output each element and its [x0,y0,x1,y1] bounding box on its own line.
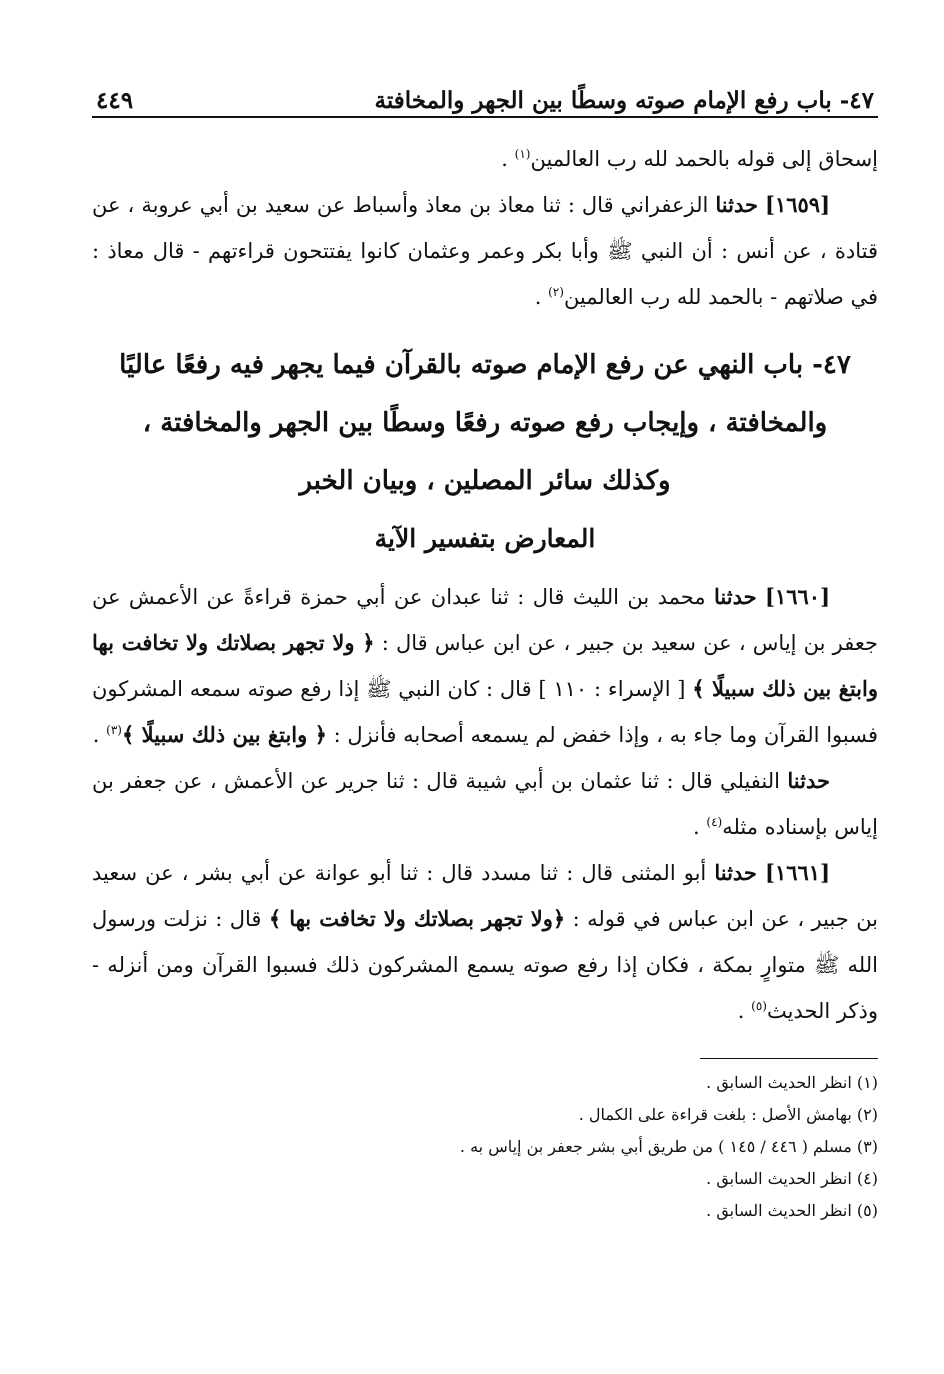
footnote: (٣) مسلم ( ٤٤٦ / ١٤٥ ) من طريق أبي بشر جعفر بن إياس به . [459,1137,878,1156]
footnote-ref: (٣) [106,723,122,737]
footnote-ref: (٥) [751,999,767,1013]
hadith-1661 [92,850,878,1034]
hadith-text: أبو المثنى قال : ثنا مسدد قال : ثنا أبو عوانة عن أبي بشر ، عن سعيد بن جبير ، عن ابن عباس في قوله : [92,861,879,931]
chapter-heading [92,336,878,568]
chapter-heading-line: والمخافتة ، وإيجاب رفع صوته رفعًا وسطًا بين الجهر والمخافتة ، [142,408,828,438]
footnote: (٤) انظر الحديث السابق . [706,1169,878,1188]
footnote: (٢) بهامش الأصل : بلغت قراءة على الكمال . [578,1105,878,1124]
footnote-ref: (٤) [706,815,723,829]
punct: . [693,815,707,839]
footnote: (١) انظر الحديث السابق . [706,1073,878,1092]
hadith-opener: حدثنا [714,860,757,885]
hadith-1660 [92,574,878,758]
punct: . [501,147,515,171]
hadith-opener: حدثنا [715,192,758,217]
hadith-opener: حدثنا [787,768,830,793]
hadith-number: [١٦٥٩] [765,192,830,217]
quran-verse: ﴿ ولا تجهر بصلاتك ولا تخافت بها وابتغ بين ذلك سبيلًا ﴾ [92,630,878,701]
hadith-text: محمد بن الليث قال : ثنا عبدان عن أبي حمزة قراءةً عن الأعمش عن جعفر بن إياس ، عن سعيد بن جبير ، عن ابن عباس قال : [92,585,878,655]
continuation-text: إسحاق إلى قوله بالحمد لله رب العالمين [530,147,878,171]
running-title: ٤٧- باب رفع الإمام صوته وسطًا بين الجهر والمخافتة [374,87,874,114]
hadith-1659 [92,182,878,320]
hadith-text: الزعفراني قال : ثنا معاذ بن معاذ وأسباط عن سعيد بن أبي عروبة ، عن قتادة ، عن أنس : أن النبي ﷺ وأبا بكر وعمر وعثمان كانوا يفتتحون قراءتهم - قال معاذ : في صلاتهم - بالحمد لله رب العالمين [92,193,878,309]
footnote-rule [700,1058,878,1059]
main-text [92,136,878,1034]
punct: . [534,285,549,309]
quran-verse: ﴿ولا تجهر بصلاتك ولا تخافت بها ﴾ [268,906,566,931]
header-rule [92,116,878,118]
hadith-number: [١٦٦١] [765,860,830,885]
footnote-ref: (١) [514,147,531,161]
hadith-text: النفيلي قال : ثنا عثمان بن أبي شيبة قال : ثنا جرير عن الأعمش ، عن جعفر بن إياس بإسناده مثله [92,769,878,839]
footnote-ref: (٢) [548,285,564,299]
chapter-heading-line: ٤٧- باب النهي عن رفع الإمام صوته بالقرآن فيما يجهر فيه رفعًا عاليًا [119,350,851,380]
hadith-opener: حدثنا [714,584,757,609]
footnotes [92,1067,878,1227]
chapter-heading-line: وكذلك سائر المصلين ، وبيان الخبر [299,466,671,496]
punct: . [737,999,752,1023]
hadith-text: [ الإسراء : ١١٠ ] قال : كان النبي ﷺ إذا رفع صوته سمعه المشركون فسبوا القرآن وما جاء به ، وإذا خفض لم يسمعه أصحابه فأنزل : [92,677,878,747]
hadith-1660-chain [92,758,878,850]
book-page [92,62,878,1344]
footnote: (٥) انظر الحديث السابق . [706,1201,878,1220]
hadith-number: [١٦٦٠] [765,584,830,609]
running-header [92,62,878,114]
continuation-paragraph [92,136,878,182]
chapter-heading-line: المعارض بتفسير الآية [374,524,596,553]
hadith-text: قال : نزلت ورسول الله ﷺ متوارٍ بمكة ، فكان إذا رفع صوته يسمع المشركون ذلك فسبوا القرآن ومن أنزله - وذكر الحديث [92,907,878,1023]
quran-verse: ﴿ وابتغ بين ذلك سبيلًا ﴾ [121,722,327,747]
punct: . [92,723,107,747]
page-number: ٤٤٩ [96,87,134,114]
